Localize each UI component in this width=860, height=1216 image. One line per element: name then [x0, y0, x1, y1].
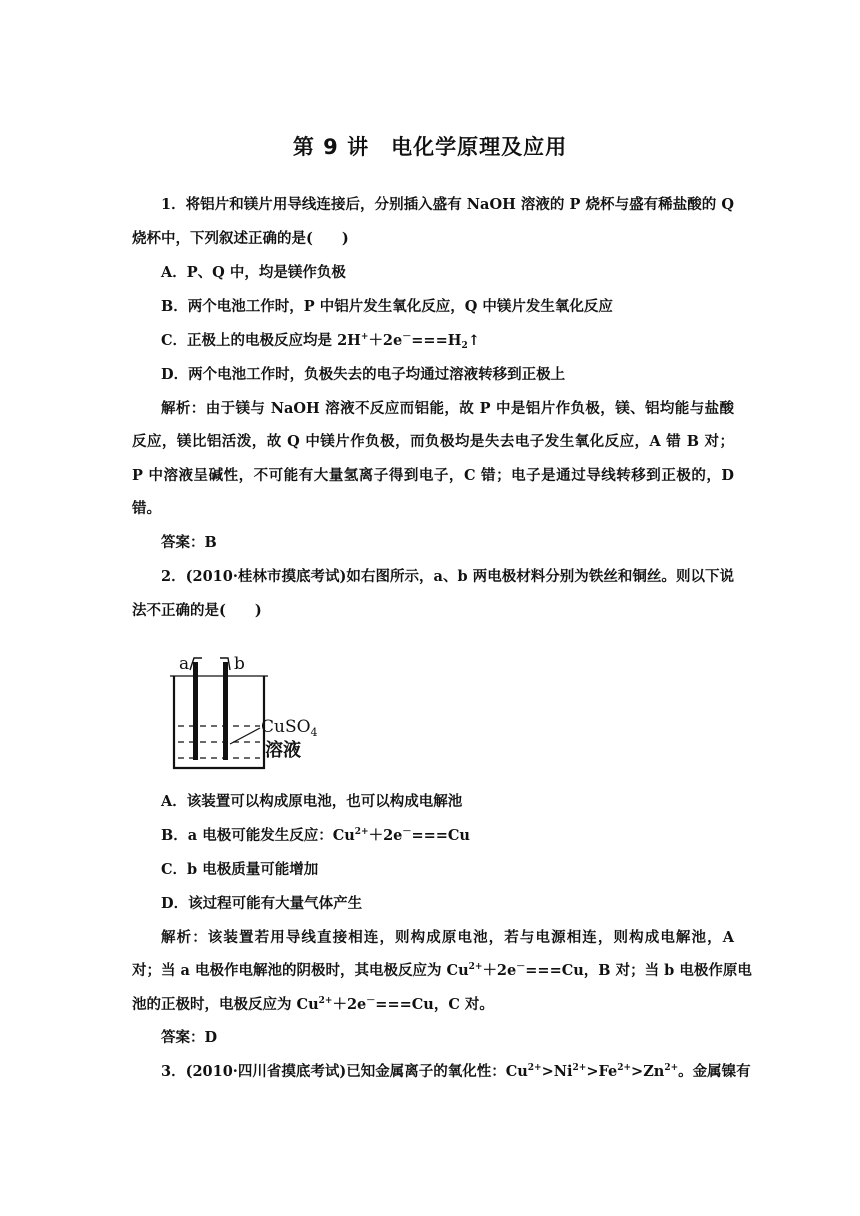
- electrolysis-cell-diagram: [168, 648, 328, 773]
- q2-explanation-line-3: 池的正极时，电极反应为 $Cu^{2+}+2e^-===Cu$，C 对。: [132, 996, 494, 1013]
- q2-stem-line-2: 法不正确的是( ): [132, 602, 262, 619]
- electrode-b: [223, 662, 228, 760]
- label-b: b: [234, 654, 245, 674]
- q1-option-c: C．正极上的电极反应均是 $2H^++2e^-===H_2↑$: [161, 332, 480, 351]
- q1-explanation-line-3: P 中溶液呈碱性，不可能有大量氢离子得到电子，C 错；电子是通过导线转移到正极的，D: [132, 467, 734, 484]
- q1-explanation-line-4: 错。: [132, 500, 161, 517]
- q1-answer: 答案：B: [161, 534, 217, 551]
- electrode-a: [193, 662, 198, 760]
- q2-option-a: A．该装置可以构成原电池，也可以构成电解池: [161, 793, 463, 810]
- page-title: 第 9 讲 电化学原理及应用: [292, 135, 568, 159]
- q3-stem-line-1: 3．(2010·四川省摸底考试)已知金属离子的氧化性：$Cu^{2+}>Ni^{2+}>Fe^{2+}>Zn^{2+}$。金属镍有: [161, 1063, 751, 1080]
- q1-explanation-line-2: 反应，镁比铝活泼，故 Q 中镁片作负极，而负极均是失去电子发生氧化反应，A 错 B 对；: [132, 433, 734, 450]
- label-a: a: [179, 654, 190, 674]
- q1-option-b: B．两个电池工作时，P 中铝片发生氧化反应，Q 中镁片发生氧化反应: [161, 298, 613, 315]
- label-solution: 溶液: [265, 740, 301, 761]
- q2-option-d: D．该过程可能有大量气体产生: [161, 895, 363, 912]
- q2-option-c: C．b 电极质量可能增加: [161, 861, 319, 878]
- q1-option-d: D．两个电池工作时，负极失去的电子均通过溶液转移到正极上: [161, 366, 566, 383]
- q2-explanation-line-1: 解析：该装置若用导线直接相连，则构成原电池，若与电源相连，则构成电解池，A: [161, 929, 734, 946]
- beaker: [174, 676, 264, 768]
- label-cuso4: CuSO$_4$: [261, 717, 318, 739]
- q1-stem-line-2: 烧杯中，下列叙述正确的是( ): [132, 230, 349, 247]
- q1-option-a: A．P、Q 中，均是镁作负极: [161, 264, 346, 281]
- q1-stem-line-1: 1．将铝片和镁片用导线连接后，分别插入盛有 NaOH 溶液的 P 烧杯与盛有稀盐酸的 Q: [161, 196, 734, 213]
- q2-stem-line-1: 2．(2010·桂林市摸底考试)如右图所示，a、b 两电极材料分别为铁丝和铜丝。则以下说: [161, 568, 734, 585]
- q1-explanation-line-1: 解析：由于镁与 NaOH 溶液不反应而铝能，故 P 中是铝片作负极，镁、铝均能与盐酸: [161, 400, 734, 417]
- q2-option-b: B．a 电极可能发生反应：$Cu^{2+}+2e^-===Cu$: [161, 827, 470, 844]
- q2-explanation-line-2: 对；当 a 电极作电解池的阴极时，其电极反应为 $Cu^{2+}+2e^-===Cu$，B 对；当 b 电极作原电: [132, 962, 752, 979]
- q2-answer: 答案：D: [161, 1029, 218, 1046]
